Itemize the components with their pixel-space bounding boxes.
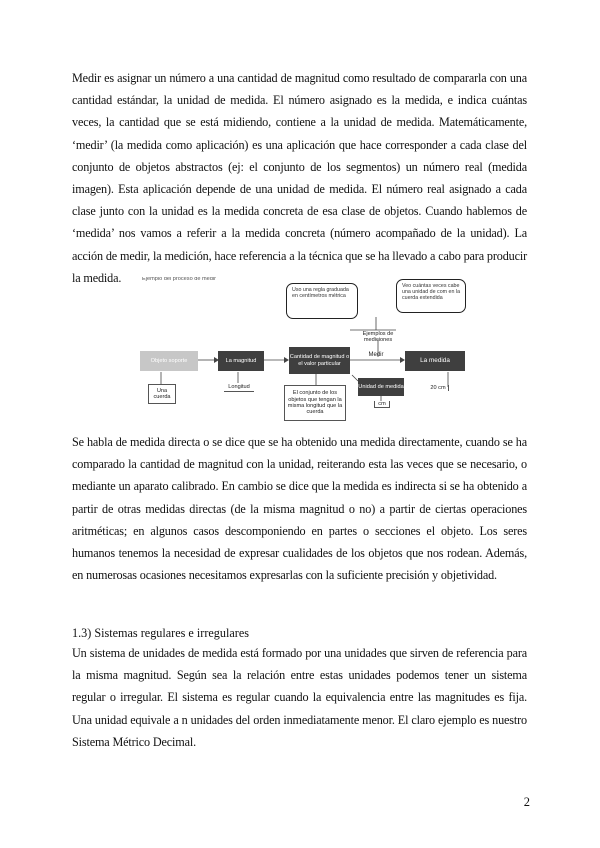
box-cantidad: Cantidad de magnitud o el valor particular bbox=[289, 347, 350, 374]
box-conjunto: El conjunto de los objetos que tengan la misma longitud que la cuerda bbox=[284, 385, 346, 421]
bubble-unidad: Veo cuántas veces cabe una unidad de com en la cuerda extendida bbox=[396, 279, 466, 313]
paragraph-sistemas: Un sistema de unidades de medida está formado por una unidades que sirven de referencia para la misma magnitud. Según sea la relación entre estas unidades podemos tener un sistema regular o irregular. El sistema es regular cuando la equivalencia entre las magnitudes es fija. Una unidad equivale a n unidades del orden inmediatamente menor. El claro ejemplo es nuestro Sistema Métrico Decimal. bbox=[72, 646, 527, 749]
box-la-medida: La medida bbox=[405, 351, 465, 371]
paragraph-medida-directa: Se habla de medida directa o se dice que se ha obtenido una medida directamente, cuando se ha comparado la cantidad de magnitud con la unidad, reiterando esta las veces que se necesario, o mediante un aparato calibrado. En cambio se dice que la medida es indirecta si se ha obtenido a partir de otras medidas directas (de la misma magnitud o no) a partir de ciertas operaciones aritméticas; en algunos casos descomponiendo en partes o secciones el objeto. Los seres humanos tenemos la necesidad de expresar cualidades de los objetos que nos rodean. Además, en numerosas ocasiones necesitamos expresarlas con la suficiente precisión y objetividad. bbox=[72, 435, 527, 583]
label-20cm: 20 cm bbox=[428, 385, 449, 391]
box-objeto-soporte: Objeto soporte bbox=[140, 351, 198, 371]
bubble-regla: Uso una regla graduada en centímetros métrica bbox=[286, 283, 358, 319]
box-unidad-de-medida: Unidad de medida bbox=[358, 378, 404, 396]
box-la-magnitud: La magnitud bbox=[218, 351, 264, 371]
box-una-cuerda: Una cuerda bbox=[148, 384, 176, 404]
measurement-diagram bbox=[138, 277, 468, 427]
box-longitud: Longitud bbox=[224, 383, 254, 392]
label-medir: Medir bbox=[368, 352, 384, 358]
label-ejemplos: Ejemplos de mediciones bbox=[362, 331, 394, 344]
section-heading: 1.3) Sistemas regulares e irregulares bbox=[72, 626, 249, 640]
diagram-caption: Ejemplo del proceso de medir bbox=[142, 277, 216, 282]
page-number: 2 bbox=[523, 795, 530, 809]
paragraph-definition: Medir es asignar un número a una cantidad de magnitud como resultado de compararla con una cantidad estándar, la unidad de medida. El número asignado es la medida, e indica cuántas veces, la cantidad que se está midiendo, contiene a la unidad de medida. Matemáticamente, ‘medir’ (la medida como aplicación) es una aplicación que hace corresponder a cada clase del conjunto de objetos abstractos (ej: el conjunto de los segmentos) un número real (medida imagen). Esta aplicación depende de una unidad de medida. El número real asignado a cada clase junto con la unidad es la medida concreta de esa clase de objetos. Cuando hablemos de ‘medida’ nos vamos a referir a la medida concreta (número acompañado de la unidad). La acción de medir, la medición, hace referencia a la técnica que se ha llevado a cabo para producir la medida. bbox=[72, 71, 527, 285]
label-cm: cm bbox=[374, 401, 390, 408]
